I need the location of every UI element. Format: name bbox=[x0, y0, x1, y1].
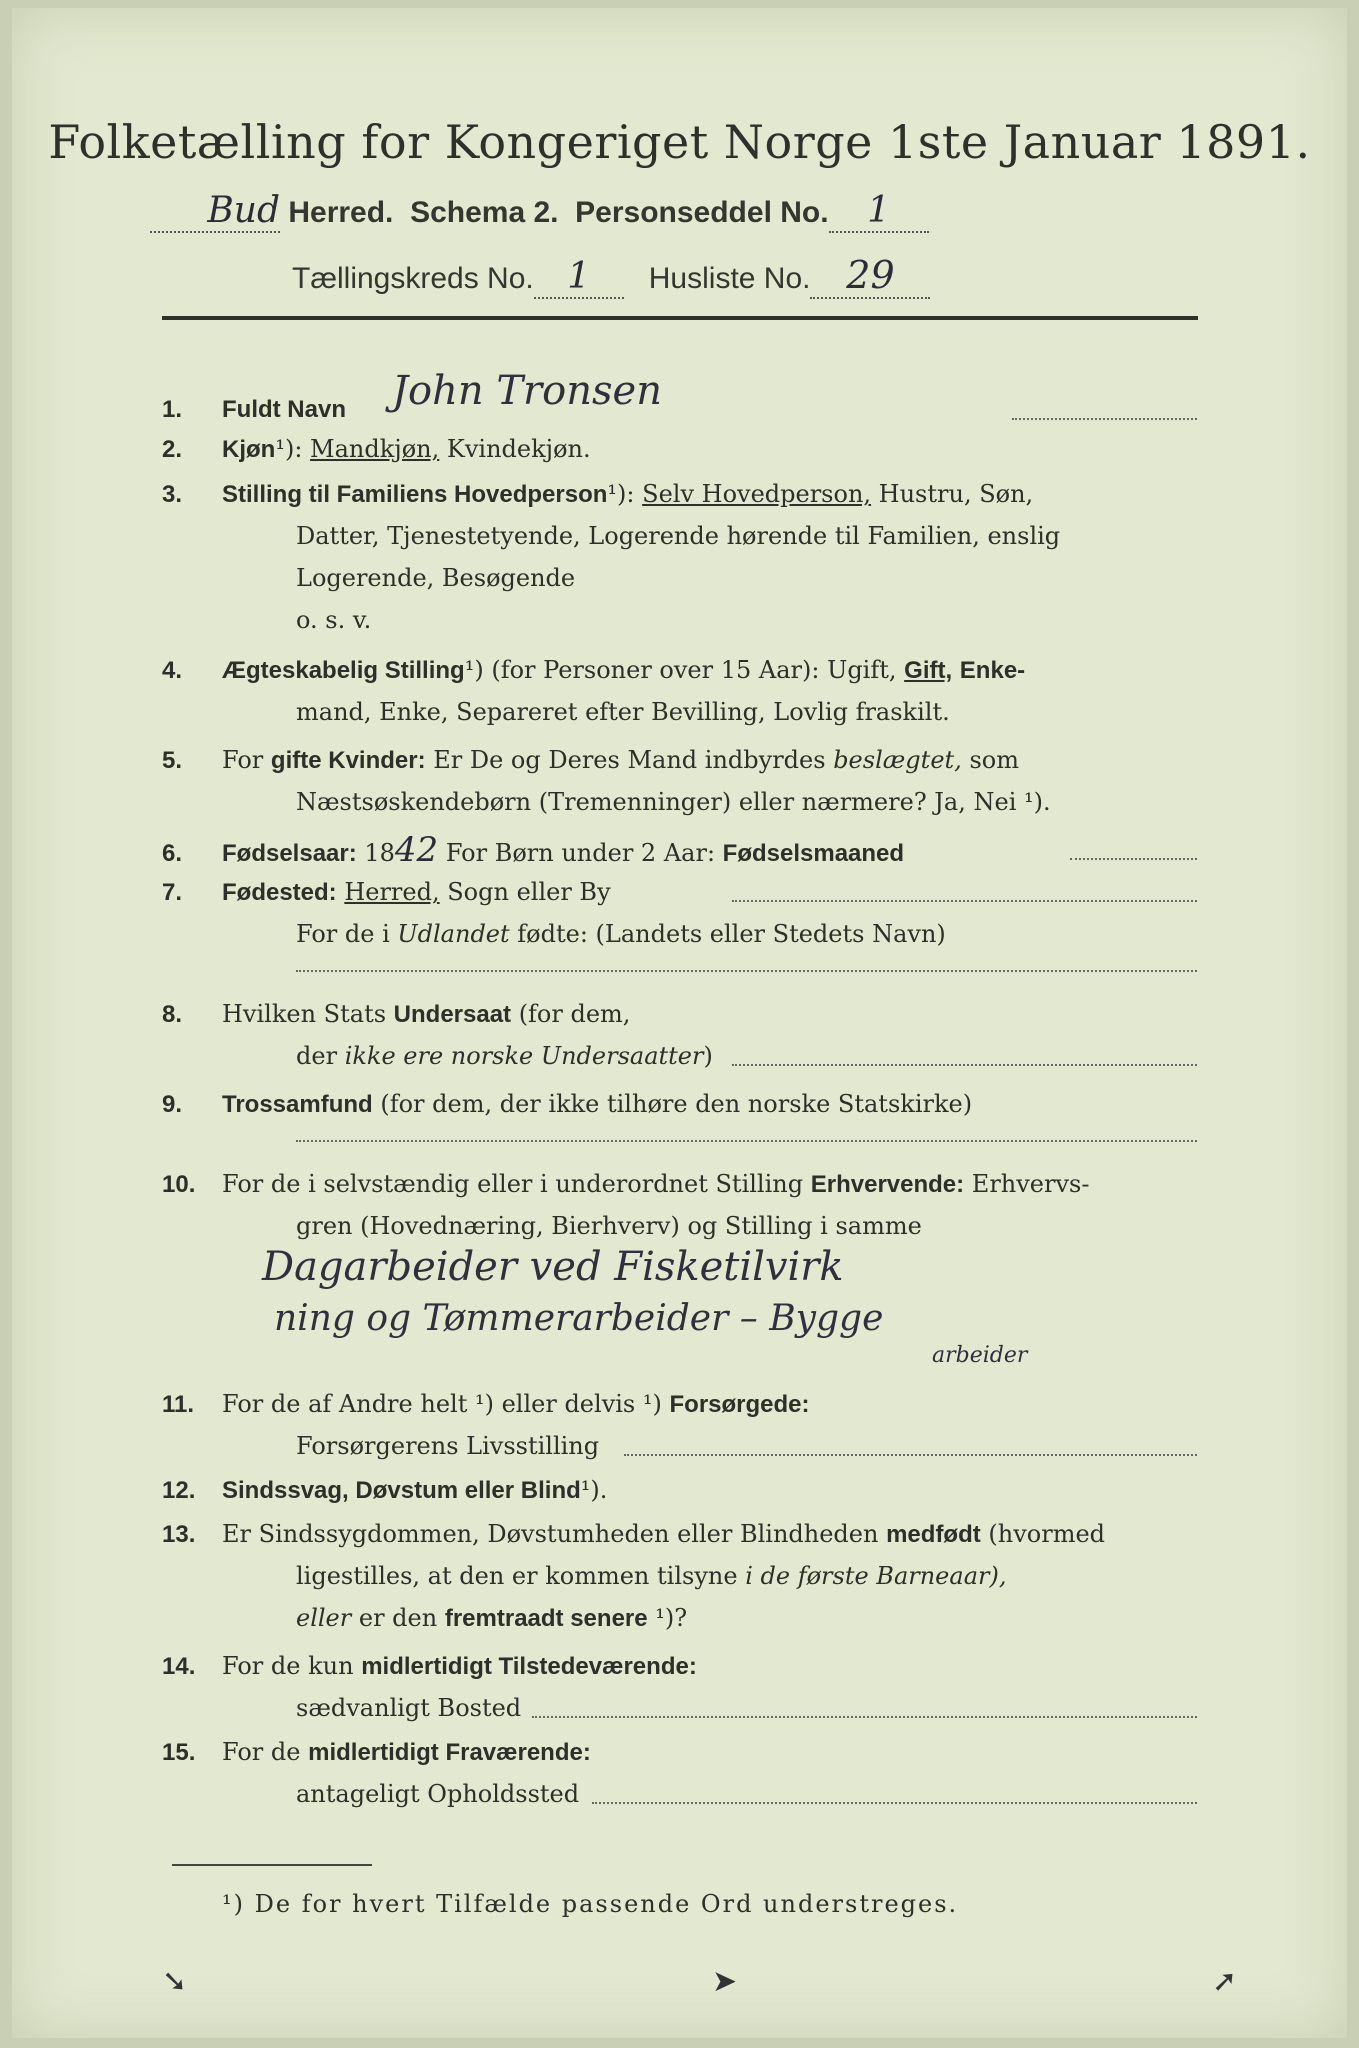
name-dotline bbox=[1012, 418, 1197, 420]
census-form bbox=[12, 8, 1347, 2038]
item-15: 15. For de midlertidigt Fraværende: bbox=[162, 1738, 591, 1766]
provider-dotline bbox=[624, 1454, 1197, 1456]
item-13-line-3: eller er den fremtraadt senere ¹)? bbox=[296, 1604, 688, 1632]
kreds-value: 1 bbox=[567, 256, 591, 297]
item-8-line-2: der ikke ere norske Undersaatter) bbox=[296, 1042, 713, 1070]
herred-label: Herred. bbox=[288, 196, 394, 229]
faith-dotline bbox=[296, 1140, 1197, 1142]
personseddel-label: Personseddel No. bbox=[575, 196, 829, 229]
item-11: 11. For de af Andre helt ¹) eller delvis ¹) Forsørgede: bbox=[162, 1390, 810, 1418]
item-4: 4. Ægteskabelig Stilling¹) (for Personer over 15 Aar): Ugift, Gift, Enke- bbox=[162, 656, 1026, 684]
occupation-line-2: ning og Tømmerarbeider – Bygge bbox=[274, 1298, 884, 1339]
item-3: 3. Stilling til Familiens Hovedperson¹): Selv Hovedperson, Hustru, Søn, bbox=[162, 480, 1034, 508]
residence-dotline bbox=[532, 1716, 1197, 1718]
husliste-value: 29 bbox=[846, 253, 895, 297]
item-7-line-2: For de i Udlandet fødte: (Landets eller Stedets Navn) bbox=[296, 920, 946, 948]
item-6: 6. Fødselsaar: 1842 For Børn under 2 Aar: Fødselsmaaned bbox=[162, 830, 905, 870]
occupation-line-3: arbeider bbox=[932, 1343, 1028, 1368]
item-11-line-2: Forsørgerens Livsstilling bbox=[296, 1432, 600, 1460]
gender-selected: Mandkjøn, bbox=[310, 435, 440, 463]
form-title: Folketælling for Kongeriget Norge 1ste Januar 1891. bbox=[48, 115, 1311, 169]
item-10: 10. For de i selvstændig eller i underordnet Stilling Erhvervende: Erhvervs- bbox=[162, 1170, 1090, 1198]
corner-mark-left: ➘ bbox=[162, 1964, 188, 1999]
birthplace-dotline bbox=[732, 900, 1197, 902]
header-line-2 bbox=[292, 253, 930, 299]
position-selected: Selv Hovedperson, bbox=[642, 480, 872, 508]
husliste-label: Husliste No. bbox=[648, 262, 811, 295]
item-1: 1. Fuldt Navn John Tronsen bbox=[162, 368, 662, 423]
schema-label: Schema 2. bbox=[410, 196, 559, 229]
header-line-1 bbox=[150, 190, 929, 233]
birth-month-dotline bbox=[1070, 858, 1197, 860]
occupation-line-1: Dagarbeider ved Fisketilvirk bbox=[262, 1244, 844, 1290]
header-rule bbox=[162, 316, 1198, 320]
personseddel-value: 1 bbox=[867, 190, 891, 231]
item-3-line-2: Datter, Tjenestetyende, Logerende hørende til Familien, enslig bbox=[296, 522, 1061, 550]
item-14: 14. For de kun midlertidigt Tilstedeværende: bbox=[162, 1652, 697, 1680]
item-10-line-2: gren (Hovednæring, Bierhverv) og Stilling i samme bbox=[296, 1212, 922, 1240]
corner-mark-right: ➚ bbox=[1212, 1964, 1238, 1999]
item-9: 9. Trossamfund (for dem, der ikke tilhøre den norske Statskirke) bbox=[162, 1090, 973, 1118]
item-14-line-2: sædvanligt Bosted bbox=[296, 1694, 522, 1722]
item-8: 8. Hvilken Stats Undersaat (for dem, bbox=[162, 1000, 631, 1028]
item-4-line-2: mand, Enke, Separeret efter Bevilling, Lovlig fraskilt. bbox=[296, 698, 950, 726]
item-13: 13. Er Sindssygdommen, Døvstumheden eller Blindheden medfødt (hvormed bbox=[162, 1520, 1106, 1548]
full-name-label: Fuldt Navn bbox=[222, 396, 346, 423]
item-2: 2. Kjøn¹): Mandkjøn, Kvindekjøn. bbox=[162, 435, 591, 463]
footnote: ¹) De for hvert Tilfælde passende Ord understreges. bbox=[222, 1890, 959, 1918]
subject-dotline bbox=[732, 1064, 1197, 1066]
item-5-line-2: Næstsøskendebørn (Tremenninger) eller nærmere? Ja, Nei ¹). bbox=[296, 788, 1051, 816]
foreign-dotline bbox=[296, 970, 1197, 972]
item-13-line-2: ligestilles, at den er kommen tilsyne i de første Barneaar), bbox=[296, 1562, 1007, 1590]
item-3-line-3: Logerende, Besøgende bbox=[296, 564, 576, 592]
kreds-label: Tællingskreds No. bbox=[292, 262, 534, 295]
birth-year-value: 42 bbox=[394, 830, 439, 870]
item-3-line-4: o. s. v. bbox=[296, 606, 372, 634]
herred-value: Bud bbox=[207, 190, 280, 231]
corner-mark-center: ➤ bbox=[712, 1964, 738, 1999]
footnote-rule bbox=[172, 1864, 372, 1866]
item-5: 5. For gifte Kvinder: Er De og Deres Mand indbyrdes beslægtet, som bbox=[162, 746, 1019, 774]
item-7: 7. Fødested: Herred, Sogn eller By bbox=[162, 878, 611, 906]
abroad-dotline bbox=[592, 1802, 1197, 1804]
marital-selected: Gift, bbox=[904, 657, 953, 684]
item-12: 12. Sindssvag, Døvstum eller Blind¹). bbox=[162, 1476, 608, 1504]
birthplace-selected: Herred, bbox=[344, 878, 440, 906]
item-15-line-2: antageligt Opholdssted bbox=[296, 1780, 580, 1808]
full-name-value: John Tronsen bbox=[392, 368, 662, 414]
